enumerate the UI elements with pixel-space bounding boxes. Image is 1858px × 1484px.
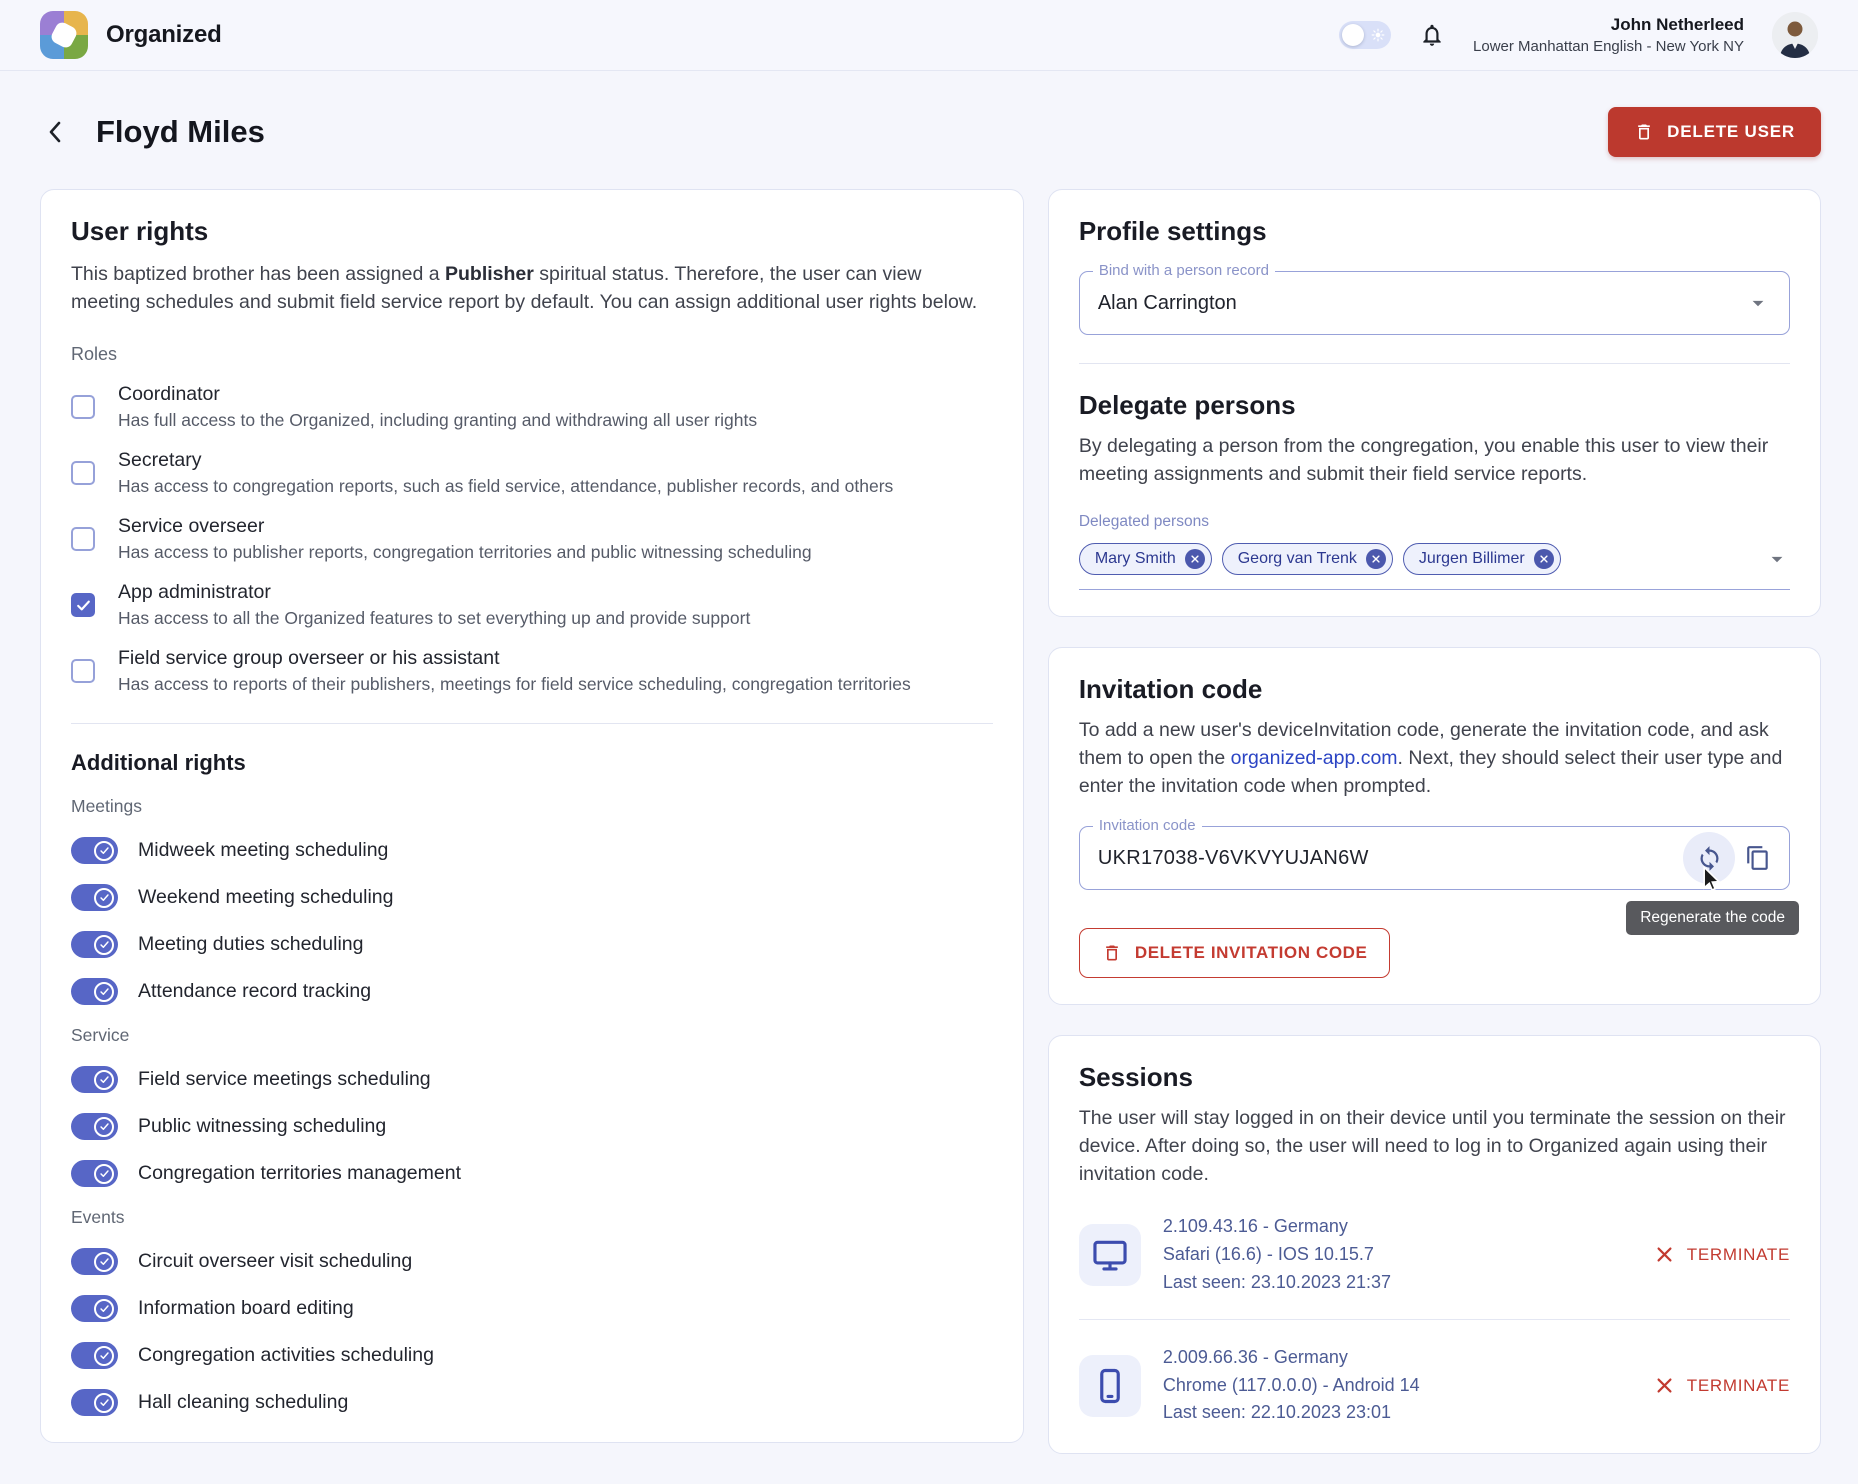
session-row	[1079, 1213, 1790, 1297]
page-title: Floyd Miles	[96, 114, 265, 149]
trash-icon	[1102, 943, 1122, 963]
role-description: Has access to reports of their publishers, meetings for field service scheduling, congregation territories	[118, 674, 911, 695]
toggle-label: Congregation territories management	[138, 1162, 462, 1185]
chip-label: Mary Smith	[1094, 549, 1176, 567]
sessions-card	[1048, 1035, 1821, 1454]
chip-remove-icon[interactable]	[1534, 549, 1554, 569]
invitation-code-field-label: Invitation code	[1093, 817, 1202, 834]
role-name: Secretary	[118, 449, 202, 472]
toggle-switch[interactable]	[71, 1389, 118, 1416]
toggle-switch[interactable]	[71, 837, 118, 864]
delegated-persons-field[interactable]	[1079, 539, 1790, 590]
role-checkbox[interactable]	[71, 659, 95, 683]
copy-code-icon[interactable]	[1745, 845, 1771, 871]
divider	[1079, 363, 1790, 364]
close-x-icon	[1655, 1376, 1674, 1395]
role-item	[71, 383, 993, 431]
user-rights-title: User rights	[71, 216, 209, 246]
app-header	[0, 0, 1858, 71]
bind-person-select[interactable]	[1079, 262, 1790, 335]
rights-group	[71, 1207, 993, 1416]
toggle-label: Circuit overseer visit scheduling	[138, 1250, 413, 1273]
toggle-switch[interactable]	[71, 884, 118, 911]
mouse-cursor	[1697, 865, 1723, 893]
chip-remove-icon[interactable]	[1185, 549, 1205, 569]
terminate-label: TERMINATE	[1686, 1375, 1790, 1395]
back-button[interactable]	[40, 117, 70, 147]
toggle-row	[71, 931, 993, 958]
user-rights-card	[40, 189, 1024, 1443]
role-description: Has access to congregation reports, such as field service, attendance, publisher records, and others	[118, 476, 894, 497]
sun-icon	[1371, 28, 1385, 42]
session-last-seen: Last seen: 23.10.2023 21:37	[1162, 1271, 1392, 1292]
toggle-switch[interactable]	[71, 931, 118, 958]
session-client: Chrome (117.0.0.0) - Android 14	[1162, 1374, 1420, 1395]
sessions-list	[1079, 1213, 1790, 1427]
toggle-label: Field service meetings scheduling	[138, 1068, 431, 1091]
user-rights-intro: This baptized brother has been assigned a Publisher spiritual status. Therefore, the user can view meeting schedules and submit field service report by default. You can assign additional user rights below.	[71, 263, 978, 313]
chevron-down-icon[interactable]	[1764, 546, 1790, 572]
divider	[71, 723, 993, 724]
role-checkbox[interactable]	[71, 461, 95, 485]
sessions-title: Sessions	[1078, 1062, 1193, 1093]
smartphone-icon	[1091, 1367, 1129, 1405]
toggle-label: Information board editing	[138, 1297, 354, 1320]
toggle-row	[71, 884, 993, 911]
role-item	[71, 647, 993, 695]
delegate-persons-desc: By delegating a person from the congregation, you enable this user to view their meeting assignments and submit their field service reports.	[1078, 435, 1769, 485]
terminate-button[interactable]	[1655, 1245, 1790, 1265]
trash-icon	[1634, 122, 1654, 142]
toggle-switch[interactable]	[71, 1160, 118, 1187]
terminate-label: TERMINATE	[1686, 1244, 1790, 1264]
role-description: Has access to all the Organized features to set everything up and provide support	[118, 608, 751, 629]
user-congregation: Lower Manhattan English - New York NY	[1473, 38, 1744, 55]
bind-person-value: Alan Carrington	[1097, 291, 1237, 314]
toggle-row	[71, 1113, 993, 1140]
role-checkbox[interactable]	[71, 593, 95, 617]
role-checkbox[interactable]	[71, 395, 95, 419]
role-item	[71, 581, 993, 629]
app-logo-icon	[40, 11, 88, 59]
toggle-label: Meeting duties scheduling	[138, 933, 364, 956]
roles-list	[71, 383, 993, 695]
toggle-label: Weekend meeting scheduling	[138, 886, 394, 909]
delegated-persons-label: Delegated persons	[1078, 512, 1209, 530]
role-item	[71, 515, 993, 563]
rights-group	[71, 796, 993, 1005]
divider	[1079, 1319, 1790, 1320]
chip-label: Georg van Trenk	[1237, 549, 1357, 567]
page-title-row	[40, 107, 1821, 157]
user-name: John Netherleed	[1610, 15, 1744, 34]
delete-invitation-code-label: DELETE INVITATION CODE	[1134, 943, 1368, 963]
role-name: Service overseer	[118, 515, 265, 538]
role-name: Field service group overseer or his assistant	[118, 647, 500, 670]
device-tile	[1079, 1224, 1141, 1286]
role-checkbox[interactable]	[71, 527, 95, 551]
toggle-switch[interactable]	[71, 1295, 118, 1322]
role-name: Coordinator	[118, 383, 220, 406]
user-block	[1473, 15, 1744, 55]
invitation-code-value: UKR17038-V6VKVYUJAN6W	[1097, 846, 1369, 869]
sessions-desc: The user will stay logged in on their device until you terminate the session on their device. After doing so, the user will need to log in to Organized again using their invitation code.	[1078, 1107, 1786, 1186]
toggle-label: Public witnessing scheduling	[138, 1115, 387, 1138]
delete-user-label: DELETE USER	[1667, 122, 1795, 141]
session-row	[1079, 1344, 1790, 1428]
delegated-person-chip[interactable]	[1403, 543, 1561, 575]
avatar[interactable]	[1772, 12, 1818, 58]
toggle-switch[interactable]	[71, 1066, 118, 1093]
toggle-row	[71, 978, 993, 1005]
rights-group-label: Meetings	[71, 796, 143, 817]
toggle-switch[interactable]	[71, 1342, 118, 1369]
toggle-label: Congregation activities scheduling	[138, 1344, 434, 1367]
delegated-person-chip[interactable]	[1222, 543, 1393, 575]
theme-toggle-thumb	[1342, 24, 1364, 46]
session-info	[1163, 1344, 1420, 1428]
desktop-icon	[1091, 1236, 1129, 1274]
toggle-row	[71, 1248, 993, 1275]
rights-group-label: Service	[71, 1025, 130, 1046]
chevron-down-icon[interactable]	[1745, 290, 1771, 316]
roles-label: Roles	[71, 344, 118, 365]
invitation-code-field[interactable]	[1079, 817, 1790, 927]
theme-toggle[interactable]	[1339, 21, 1391, 49]
toggle-row	[71, 1295, 993, 1322]
close-x-icon	[1655, 1245, 1674, 1264]
delete-user-button[interactable]	[1608, 107, 1821, 157]
invitation-code-desc: To add a new user's deviceInvitation code, generate the invitation code, and ask them to open the organized-app.com. Next, they should select their user type and enter the invitation code when prompted.	[1078, 718, 1783, 797]
toggle-label: Attendance record tracking	[138, 980, 372, 1003]
toggle-row	[71, 1160, 993, 1187]
toggle-switch[interactable]	[71, 1248, 118, 1275]
delete-invitation-code-button[interactable]	[1079, 928, 1391, 978]
session-client: Safari (16.6) - IOS 10.15.7	[1162, 1243, 1374, 1264]
delegated-person-chip[interactable]	[1079, 543, 1212, 575]
toggle-label: Midweek meeting scheduling	[138, 839, 389, 862]
role-description: Has full access to the Organized, including granting and withdrawing all user rights	[118, 410, 758, 431]
app-name: Organized	[106, 21, 222, 48]
session-ip: 2.109.43.16 - Germany	[1162, 1216, 1348, 1236]
bind-person-label: Bind with a person record	[1093, 262, 1275, 279]
invitation-code-card	[1048, 647, 1821, 1006]
profile-settings-title: Profile settings	[1078, 216, 1267, 246]
toggle-switch[interactable]	[71, 1113, 118, 1140]
delegate-persons-title: Delegate persons	[1078, 390, 1296, 420]
invitation-code-title: Invitation code	[1078, 673, 1263, 704]
session-info	[1163, 1213, 1391, 1297]
profile-settings-card	[1048, 189, 1821, 617]
terminate-button[interactable]	[1655, 1376, 1790, 1396]
toggle-switch[interactable]	[71, 978, 118, 1005]
session-last-seen: Last seen: 22.10.2023 23:01	[1162, 1402, 1392, 1423]
organized-app-link[interactable]: organized-app.com	[1230, 746, 1398, 769]
rights-group	[71, 1025, 993, 1187]
toggle-row	[71, 837, 993, 864]
session-ip: 2.009.66.36 - Germany	[1162, 1346, 1348, 1367]
toggle-row	[71, 1389, 993, 1416]
additional-rights-title: Additional rights	[71, 750, 246, 776]
chip-label: Jurgen Billimer	[1418, 549, 1525, 567]
additional-rights-groups	[71, 796, 993, 1416]
regenerate-tooltip: Regenerate the code	[1626, 901, 1799, 935]
rights-group-label: Events	[71, 1207, 125, 1228]
toggle-row	[71, 1066, 993, 1093]
toggle-label: Hall cleaning scheduling	[138, 1391, 349, 1414]
role-item	[71, 449, 993, 497]
role-description: Has access to publisher reports, congregation territories and public witnessing scheduling	[118, 542, 812, 563]
role-name: App administrator	[118, 581, 271, 604]
toggle-row	[71, 1342, 993, 1369]
device-tile	[1079, 1355, 1141, 1417]
chip-remove-icon[interactable]	[1366, 549, 1386, 569]
notifications-bell-icon[interactable]	[1419, 22, 1445, 48]
